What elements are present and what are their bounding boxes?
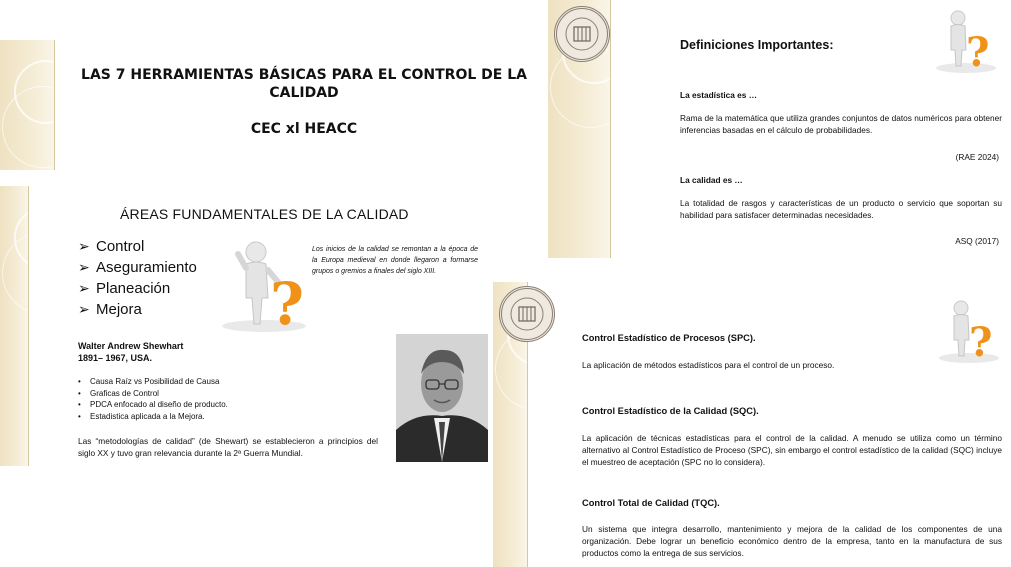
definition-heading: La estadística es … (680, 90, 758, 100)
slide-title: Definiciones Importantes: (680, 38, 834, 52)
definition-source: ASQ (2017) (955, 236, 999, 246)
contributions-list (78, 376, 228, 422)
person-name: Walter Andrew Shewhart 1891– 1967, USA. (78, 341, 184, 363)
definition-text: La totalidad de rasgos y características de un producto o servicio que soportan su habilidad para satisfacer determinadas necesidades. (680, 198, 1002, 220)
history-paragraph: Las “metodologías de calidad” (de Shewart) se establecieron a principios del siglo XX y tuvo gran relevancia durante la 2ª Guerra Mundial. (78, 436, 378, 458)
svg-text:?: ? (969, 319, 993, 364)
definition-heading: La calidad es … (680, 175, 743, 185)
section-text: La aplicación de técnicas estadísticas para el control de la calidad. A menudo se utiliza como un término alternativo al Control Estadístico de Proceso (SPC), sin embargo el control estadístico de la calidad (SQC) incluye el muestreo de aceptación (SPC no lo considera). (582, 433, 1002, 467)
question-figure-icon (216, 238, 310, 334)
university-seal-icon (554, 6, 610, 62)
definition-text: Rama de la matemática que utiliza grandes conjuntos de datos numéricos para obtener inferencias basadas en el cálculo de probabilidades. (680, 113, 1002, 135)
decorative-band (0, 40, 54, 170)
section-text: La aplicación de métodos estadísticos para el control de un proceso. (582, 360, 835, 370)
portrait-photo (396, 334, 488, 462)
slide-title: ÁREAS FUNDAMENTALES DE LA CALIDAD (120, 206, 409, 222)
university-seal-icon (499, 286, 555, 342)
svg-text:?: ? (966, 29, 990, 74)
slide-subtitle: CEC xl HEACC (250, 121, 358, 137)
areas-list (78, 236, 197, 320)
question-figure-icon (933, 298, 1003, 364)
section-heading: Control Estadístico de Procesos (SPC). (582, 333, 756, 343)
list-item: ➢ Control (78, 238, 145, 255)
arrow-bullet-icon: ➢ (78, 238, 90, 254)
arrow-bullet-icon: ➢ (78, 301, 90, 317)
list-item: • Graficas de Control (78, 388, 159, 398)
list-item: ➢ Planeación (78, 280, 171, 297)
svg-text:?: ? (270, 270, 304, 334)
arrow-bullet-icon: ➢ (78, 280, 90, 296)
section-heading: Control Estadístico de la Calidad (SQC). (582, 406, 759, 416)
definitions-slide (548, 0, 1011, 258)
list-item: • Estadistica aplicada a la Mejora. (78, 411, 205, 421)
question-figure-icon (930, 8, 1000, 74)
list-item: ➢ Aseguramiento (78, 259, 197, 276)
arrow-bullet-icon: ➢ (78, 259, 90, 275)
definition-source: (RAE 2024) (955, 152, 999, 162)
list-item: • Causa Raíz vs Posibilidad de Causa (78, 377, 220, 386)
areas-slide (0, 186, 492, 466)
list-item: • PDCA enfocado al diseño de producto. (78, 400, 228, 409)
section-heading: Control Total de Calidad (TQC). (582, 498, 720, 508)
history-note: Los inicios de la calidad se remontan a la época de la Europa medieval en donde llegaron a formarse grupos o gremios a finales del siglo XIII. (312, 246, 478, 275)
list-item: ➢ Mejora (78, 301, 142, 318)
section-text: Un sistema que integra desarrollo, mantenimiento y mejora de la calidad de los componentes de una organización. Debe lograr un beneficio económico dentro de la empresa, tanto en la manufactura de sus productos como la entrega de sus servicios. (582, 524, 1002, 558)
slide-title: LAS 7 HERRAMIENTAS BÁSICAS PARA EL CONTROL DE LA CALIDAD (81, 67, 527, 101)
control-types-slide (493, 282, 1011, 567)
title-slide (0, 0, 548, 186)
decorative-band (0, 186, 28, 466)
